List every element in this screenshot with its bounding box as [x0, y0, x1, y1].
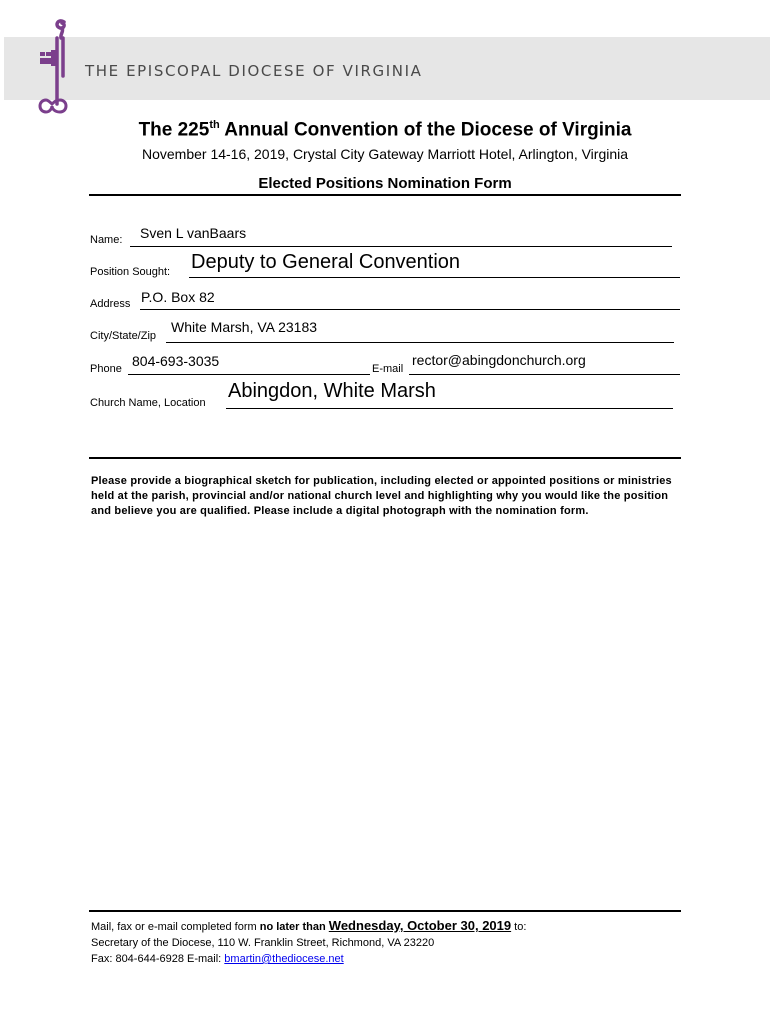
footer-divider — [89, 910, 681, 912]
church-location-line — [226, 408, 673, 409]
address-field[interactable]: P.O. Box 82 — [141, 289, 215, 305]
title-divider — [89, 194, 681, 196]
city-state-zip-line — [166, 342, 674, 343]
city-state-zip-field[interactable]: White Marsh, VA 23183 — [171, 319, 318, 335]
section-divider — [89, 457, 681, 459]
footer — [91, 918, 681, 967]
email-label: E-mail — [372, 363, 404, 375]
email-field[interactable]: rector@abingdonchurch.org — [412, 352, 586, 368]
address-line — [140, 309, 680, 310]
organization-name: THE EPISCOPAL DIOCESE OF VIRGINIA — [85, 62, 423, 80]
contact-email-link[interactable]: bmartin@thediocese.net — [224, 953, 344, 965]
form-title: Elected Positions Nomination Form — [258, 175, 512, 192]
page-subtitle: November 14-16, 2019, Crystal City Gateway Marriott Hotel, Arlington, Virginia — [141, 146, 629, 162]
footer-address-line: Secretary of the Diocese, 110 W. Franklin Street, Richmond, VA 23220 — [91, 937, 435, 949]
phone-label: Phone — [90, 363, 122, 375]
biography-instructions: Please provide a biographical sketch for publication, including elected or appointed positions or ministries held at the parish, provincial and/or national church level and highlighting why you would like the position and believe you are qualified. Please include a digital photograph with the nomination form. — [91, 475, 672, 517]
footer-deadline-line: Mail, fax or e-mail completed form no later than Wednesday, October 30, 2019 to: — [91, 918, 527, 933]
position-line — [189, 277, 680, 278]
footer-contact-line: Fax: 804-644-6928 E-mail: bmartin@thediocese.net — [91, 953, 344, 965]
deadline-date: Wednesday, October 30, 2019 — [328, 918, 512, 933]
church-location-field[interactable]: Abingdon, White Marsh — [228, 380, 436, 402]
phone-field[interactable]: 804-693-3035 — [132, 353, 220, 369]
page-title: The 225th Annual Convention of the Diocese of Virginia — [138, 119, 632, 141]
email-line — [409, 374, 680, 375]
position-field[interactable]: Deputy to General Convention — [191, 251, 461, 273]
phone-line — [128, 374, 370, 375]
name-field[interactable]: Sven L vanBaars — [140, 225, 247, 241]
name-line — [130, 246, 672, 247]
city-state-zip-label: City/State/Zip — [90, 330, 157, 342]
position-label: Position Sought: — [90, 266, 171, 278]
name-label: Name: — [90, 234, 123, 246]
address-label: Address — [90, 298, 131, 310]
diocese-key-logo-icon — [34, 14, 74, 120]
church-location-label: Church Name, Location — [90, 397, 206, 409]
